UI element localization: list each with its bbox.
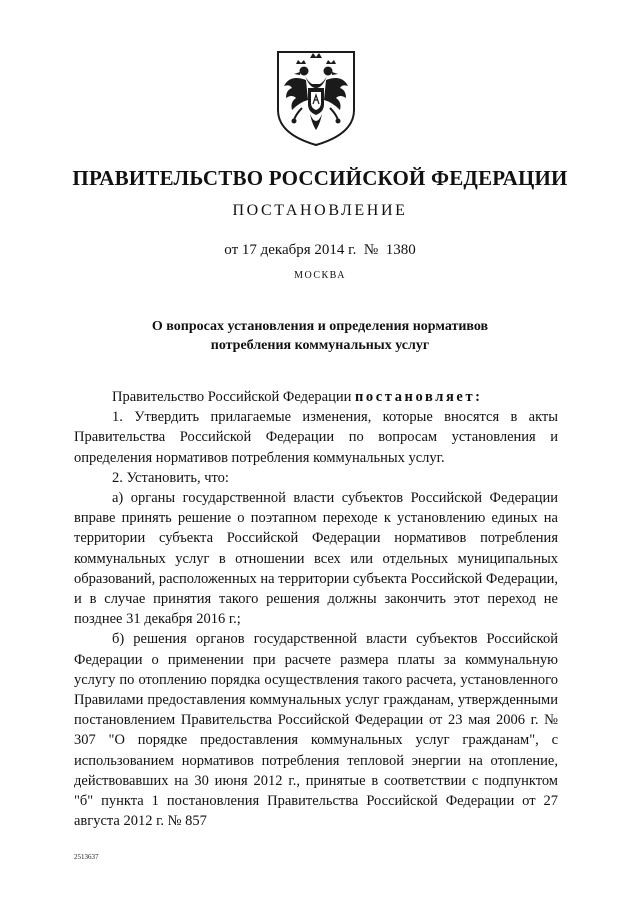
- intro-paragraph: [74, 387, 558, 407]
- coat-of-arms-icon: [272, 48, 360, 148]
- intro-decree-word: постановляет:: [354, 389, 483, 405]
- document-heading: [0, 317, 640, 355]
- document-type: ПОСТАНОВЛЕНИЕ: [232, 202, 408, 219]
- paragraph-2b: б) решения органов государственной власти субъектов Российской Федерации о применении при расчете размера платы за коммунальную услугу по отоплению порядка осуществления такого расчета, установленного Правилами предоставления коммунальных услуг гражданам, утвержденными постановлением Правительства Российской Федерации от 23 мая 2006 г. № 307 "О порядке предоставления коммунальных услуг гражданам", с использованием нормативов потребления тепловой энергии на отопление, действовавших на 30 июня 2012 г., принятые в соответствии с подпунктом "б" пункта 1 постановления Правительства Российской Федерации от 27 августа 2012 г. № 857: [74, 631, 558, 830]
- document-code: 2513637: [74, 853, 99, 861]
- government-title: ПРАВИТЕЛЬСТВО РОССИЙСКОЙ ФЕДЕРАЦИИ: [72, 166, 568, 190]
- document-date-number: от 17 декабря 2014 г. № 1380: [224, 242, 416, 258]
- paragraph-2: 2. Установить, что:: [112, 469, 229, 486]
- heading-line-2: потребления коммунальных услуг: [210, 338, 430, 353]
- paragraph-2a: а) органы государственной власти субъектов Российской Федерации вправе принять решение о поэтапном переходе к установлению единых на территории субъекта Российской Федерации нормативов потребления коммунальных услуг в отношении всех или отдельных муниципальных образований, расположенных на территории субъекта Российской Федерации, и в случае принятия такого решения должны закончить этот переход не позднее 31 декабря 2016 г.;: [74, 490, 558, 628]
- document-body: [74, 387, 558, 831]
- heading-line-1: О вопросах установления и определения нормативов: [151, 319, 489, 334]
- document-city: МОСКВА: [294, 270, 346, 281]
- paragraph-1: 1. Утвердить прилагаемые изменения, которые вносятся в акты Правительства Российской Федерации по вопросам установления и определения нормативов потребления коммунальных услуг.: [74, 409, 558, 466]
- intro-prefix: Правительство Российской Федерации: [112, 389, 355, 405]
